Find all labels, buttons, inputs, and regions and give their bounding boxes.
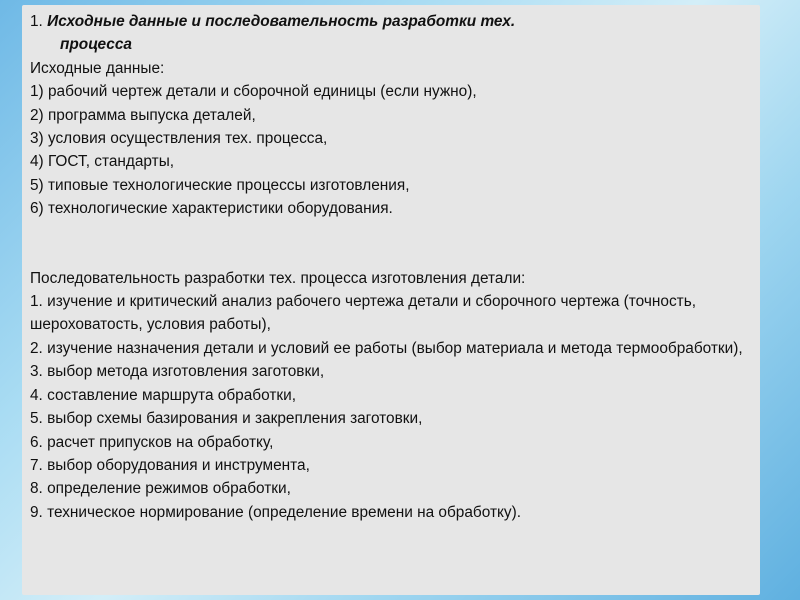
sequence-item: 1. изучение и критический анализ рабочего чертежа детали и сборочного чертежа (точность, шероховатость, условия работы), [30, 293, 697, 334]
inputs-item: 1) рабочий чертеж детали и сборочной единицы (если нужно), [30, 83, 477, 101]
sequence-item: 4. составление маршрута обработки, [30, 386, 296, 404]
title-line-2: процесса [60, 36, 132, 54]
inputs-item: 6) технологические характеристики оборудования. [30, 200, 393, 218]
inputs-item: 4) ГОСТ, стандарты, [30, 153, 175, 171]
slide-content [30, 10, 760, 524]
slide-title [30, 10, 760, 33]
inputs-item: 2) программа выпуска деталей, [30, 106, 256, 124]
sequence-item: 2. изучение назначения детали и условий ее работы (выбор материала и метода термообработки), [30, 339, 743, 357]
sequence-item: 6. расчет припусков на обработку, [30, 433, 274, 451]
sequence-item: 7. выбор оборудования и инструмента, [30, 456, 310, 474]
title-line-1: Исходные данные и последовательность разработки тех. [47, 13, 516, 30]
sequence-item: 9. техническое нормирование (определение времени на обработку). [30, 503, 522, 521]
sequence-heading: Последовательность разработки тех. процесса изготовления детали: [30, 269, 526, 287]
title-number: 1. [30, 13, 43, 30]
inputs-item: 5) типовые технологические процессы изготовления, [30, 176, 410, 194]
sequence-item: 8. определение режимов обработки, [30, 480, 291, 498]
inputs-item: 3) условия осуществления тех. процесса, [30, 130, 328, 148]
section-gap [30, 221, 760, 267]
sequence-item: 5. выбор схемы базирования и закрепления заготовки, [30, 410, 423, 428]
sequence-item: 3. выбор метода изготовления заготовки, [30, 363, 325, 381]
inputs-heading: Исходные данные: [30, 59, 165, 77]
